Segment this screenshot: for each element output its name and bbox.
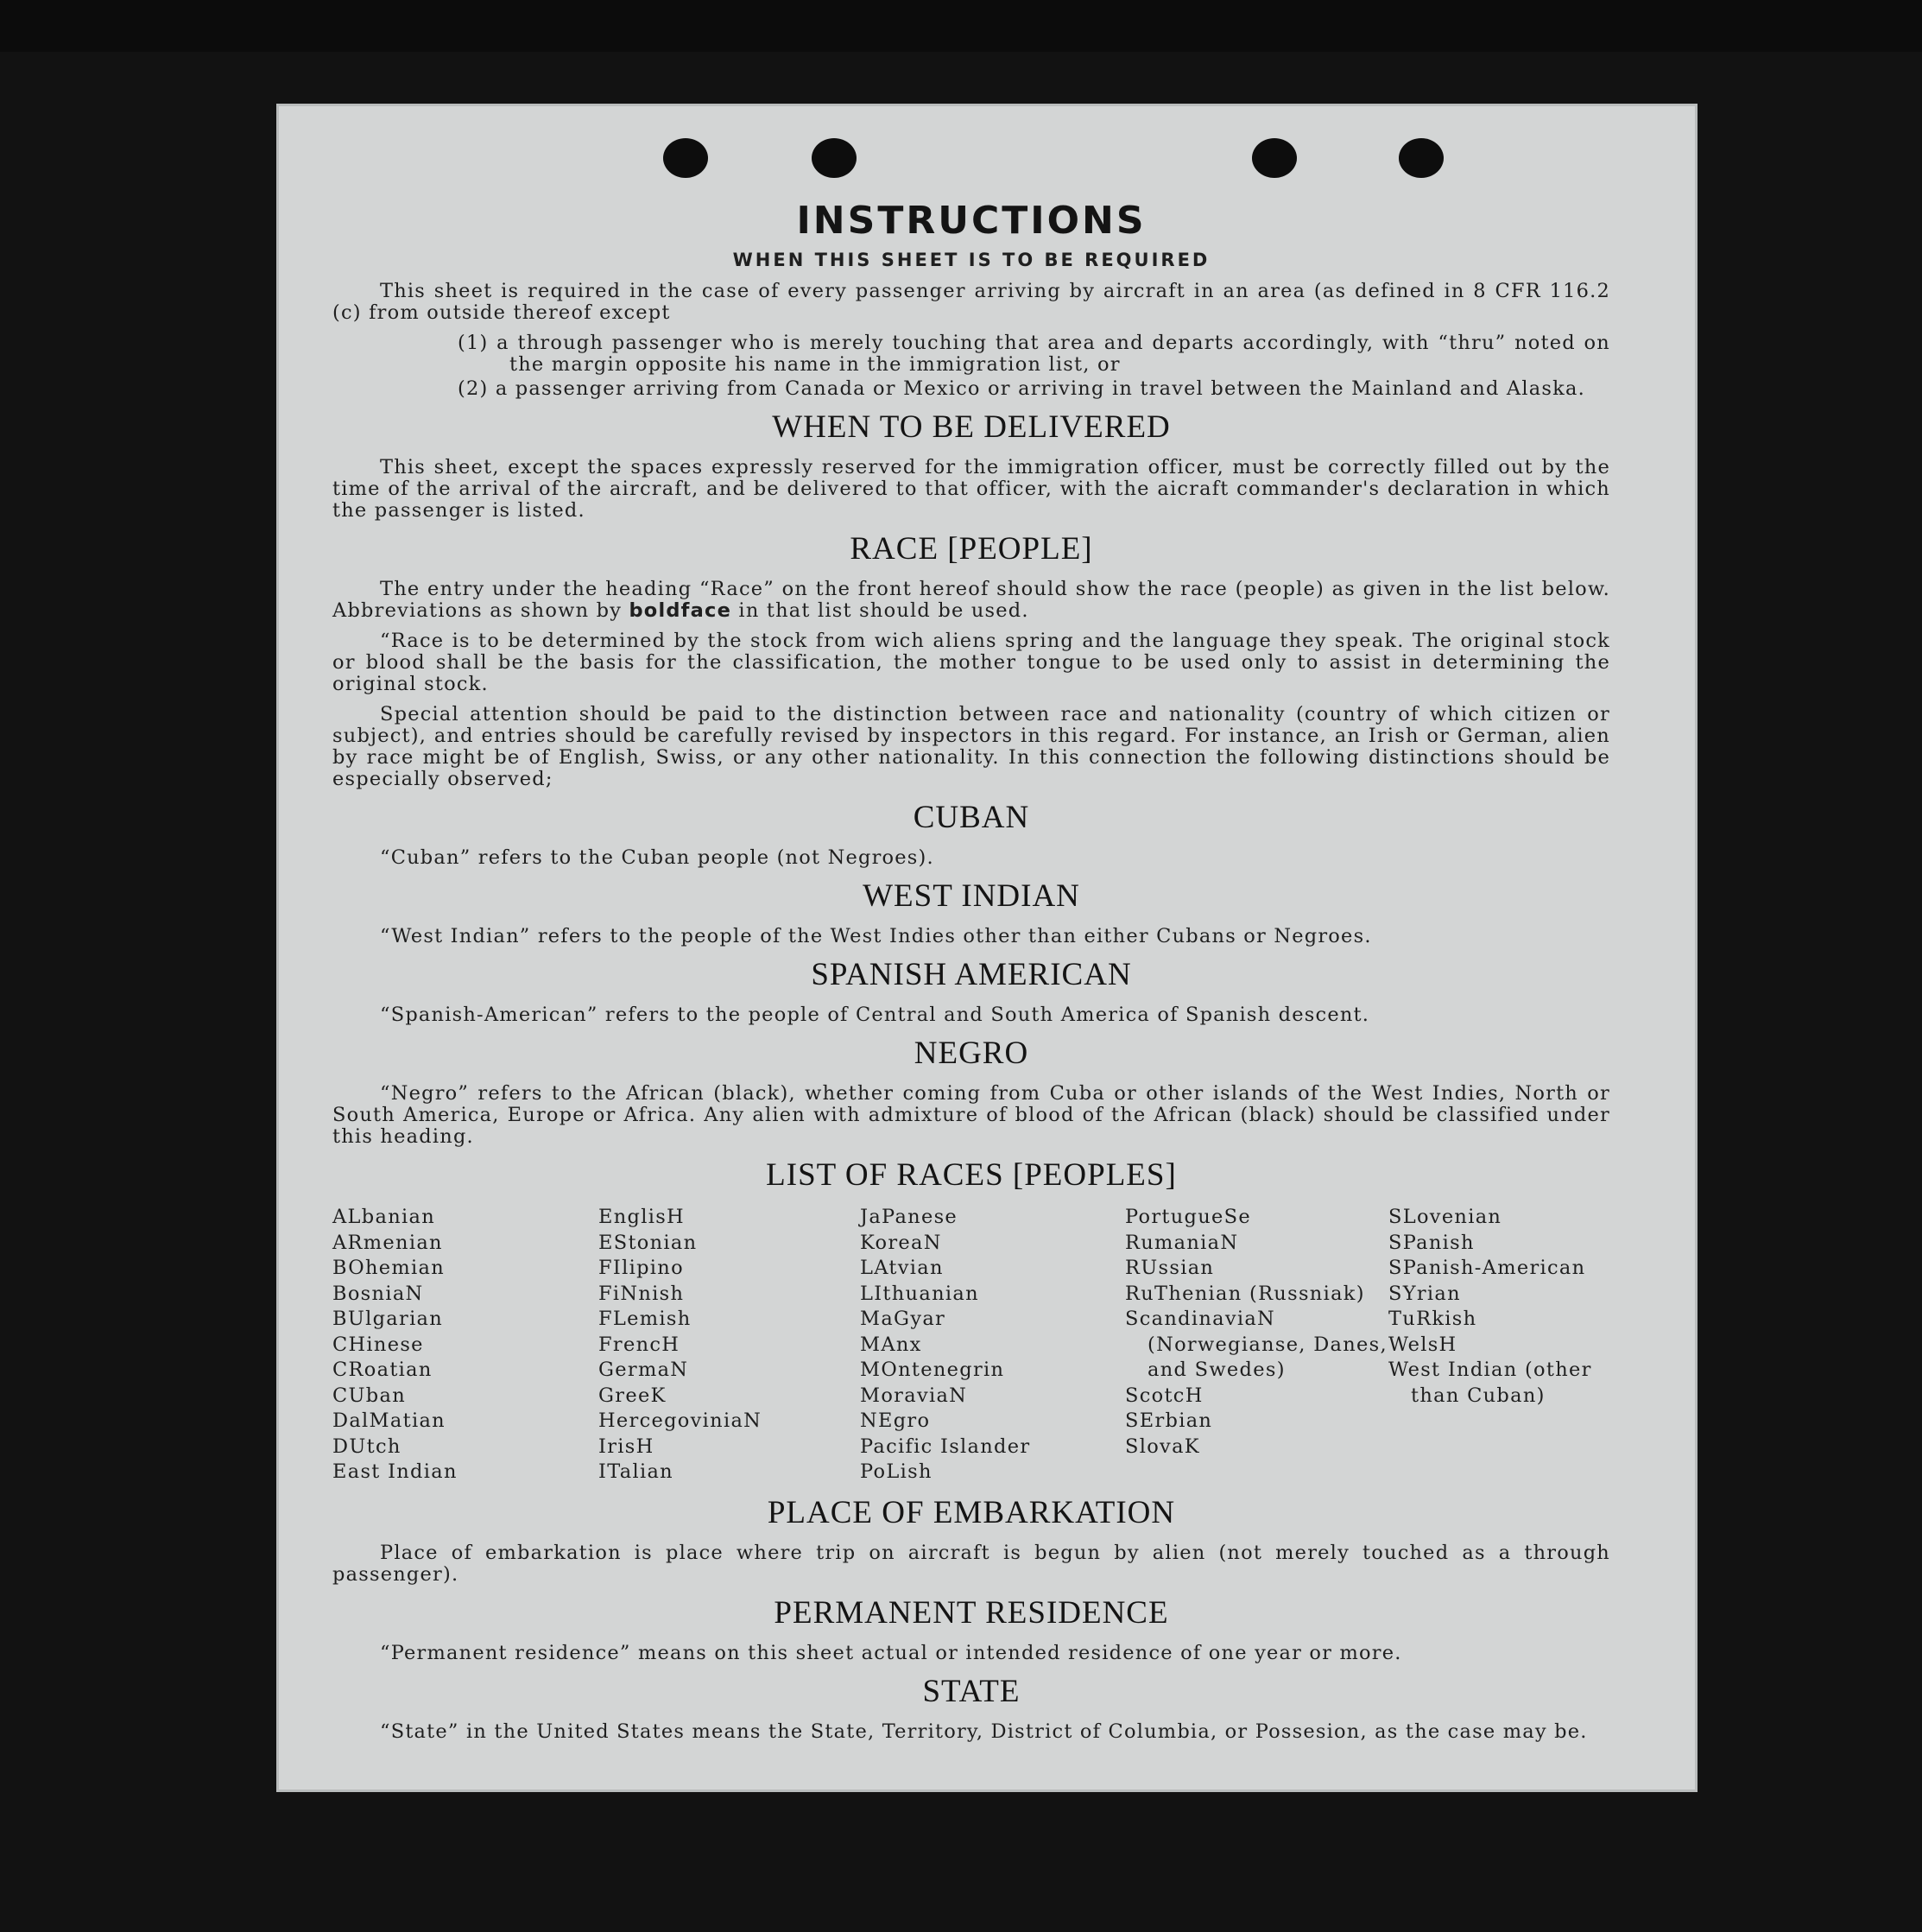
race-item: SYrian — [1388, 1282, 1461, 1305]
race-item: RUssian — [1125, 1257, 1215, 1279]
race-item: ScotcH — [1125, 1384, 1204, 1407]
section-heading-races-list: LIST OF RACES [PEOPLES] — [766, 1157, 1177, 1193]
race-item: PortugueSe — [1125, 1206, 1252, 1228]
race-item: West Indian (other than Cuban) — [1388, 1359, 1592, 1407]
section-heading-race: RACE [PEOPLE] — [850, 531, 1093, 567]
race-column — [1125, 1205, 1388, 1485]
exception-item: (1) a through passenger who is merely touching that area and departs accordingly, with “thru” noted on the margin opposite his name in the immigration list, or — [458, 332, 1610, 376]
race-item: GreeK — [598, 1384, 667, 1407]
cuban-paragraph: “Cuban” refers to the Cuban people (not Negroes). — [380, 846, 934, 869]
scan-background — [0, 0, 1922, 52]
race-item: SPanish-American — [1388, 1257, 1586, 1279]
race-item: RuThenian (Russniak) — [1125, 1282, 1365, 1305]
race-item: CUban — [332, 1384, 406, 1407]
page-subtitle: WHEN THIS SHEET IS TO BE REQUIRED — [732, 250, 1211, 270]
race-item: PoLish — [860, 1460, 933, 1483]
race-paragraph: Special attention should be paid to the distinction between race and nationality (country of which citizen or subject), and entries should be carefully revised by inspectors in this regard. For instance, an Irish or German, alien by race might be of English, Swiss, or any other nationality. In this connection the following distinctions should be especially observed; — [332, 703, 1610, 790]
embarkation-paragraph: Place of embarkation is place where trip on aircraft is begun by alien (not merely touched as a through passenger). — [332, 1541, 1610, 1586]
negro-paragraph: “Negro” refers to the African (black), whether coming from Cuba or other islands of the West Indies, North or South America, Europe or Africa. Any alien with admixture of blood of the African (black) should be classified under this heading. — [332, 1082, 1610, 1148]
race-item: BOhemian — [332, 1257, 446, 1279]
race-item: IrisH — [598, 1435, 654, 1458]
race-item: FiNnish — [598, 1282, 685, 1305]
boldface-word: boldface — [629, 599, 732, 622]
race-item: JaPanese — [860, 1206, 958, 1228]
race-item: FrencH — [598, 1333, 680, 1356]
race-column — [1388, 1205, 1613, 1485]
residence-paragraph: “Permanent residence” means on this sheet actual or intended residence of one year or more. — [380, 1641, 1402, 1664]
race-column — [598, 1205, 860, 1485]
delivered-paragraph: This sheet, except the spaces expressly reserved for the immigration officer, must be correctly filled out by the time of the arrival of the aircraft, and be delivered to that officer, with the aicraft commander's declaration in which the passenger is listed. — [332, 456, 1610, 522]
section-heading-spanish-american: SPANISH AMERICAN — [811, 957, 1132, 992]
race-item: KoreaN — [860, 1231, 942, 1254]
page-title: INSTRUCTIONS — [796, 199, 1147, 243]
state-paragraph: “State” in the United States means the State, Territory, District of Columbia, or Possesion, as the case may be. — [380, 1720, 1588, 1743]
race-item: DalMatian — [332, 1409, 446, 1432]
race-item: FLemish — [598, 1308, 692, 1330]
race-item: CHinese — [332, 1333, 424, 1356]
punch-hole — [663, 138, 708, 178]
race-item: BosniaN — [332, 1282, 424, 1305]
races-list — [332, 1205, 1610, 1485]
race-item: SPanish — [1388, 1231, 1475, 1254]
race-column — [332, 1205, 598, 1485]
intro-paragraph: This sheet is required in the case of every passenger arriving by aircraft in an area (as defined in 8 CFR 116.2 (c) from outside thereof except — [332, 280, 1610, 324]
section-heading-delivered: WHEN TO BE DELIVERED — [772, 409, 1171, 445]
race-item: ITalian — [598, 1460, 673, 1483]
section-heading-residence: PERMANENT RESIDENCE — [774, 1594, 1169, 1631]
section-heading-negro: NEGRO — [914, 1036, 1029, 1071]
west-indian-paragraph: “West Indian” refers to the people of the West Indies other than either Cubans or Negroes. — [380, 925, 1372, 947]
race-item: BUlgarian — [332, 1308, 444, 1330]
race-item: FIlipino — [598, 1257, 684, 1279]
race-item: MoraviaN — [860, 1384, 968, 1407]
punch-hole — [1252, 138, 1297, 178]
race-item: ScandinaviaN (Norwegianse, Danes, and Swedes) — [1125, 1308, 1388, 1381]
race-item: EStonian — [598, 1231, 698, 1254]
race-paragraph: The entry under the heading “Race” on the front hereof should show the race (people) as given in the list below. Abbreviations as shown by boldface in that list should be used. — [332, 578, 1610, 622]
instruction-sheet — [276, 104, 1698, 1792]
race-paragraph: “Race is to be determined by the stock from wich aliens spring and the language they speak. The original stock or blood shall be the basis for the classification, the mother tongue to be used only to assist in determining the original stock. — [332, 630, 1610, 695]
section-heading-state: STATE — [922, 1673, 1021, 1709]
race-column — [860, 1205, 1125, 1485]
race-item: WelsH — [1388, 1333, 1457, 1356]
race-item: TuRkish — [1388, 1308, 1477, 1330]
race-item: CRoatian — [332, 1359, 433, 1381]
race-item: MAnx — [860, 1333, 922, 1356]
sheet-content — [332, 199, 1610, 1751]
race-item: HercegoviniaN — [598, 1409, 762, 1432]
race-item: ALbanian — [332, 1206, 435, 1228]
exception-item: (2) a passenger arriving from Canada or Mexico or arriving in travel between the Mainland and Alaska. — [458, 377, 1585, 400]
race-item: SlovaK — [1125, 1435, 1200, 1458]
race-item: LAtvian — [860, 1257, 944, 1279]
section-heading-cuban: CUBAN — [913, 800, 1030, 835]
race-item: GermaN — [598, 1359, 689, 1381]
punch-hole — [1399, 138, 1444, 178]
race-item: EnglisH — [598, 1206, 685, 1228]
race-item: Pacific Islander — [860, 1435, 1031, 1458]
race-item: ARmenian — [332, 1231, 443, 1254]
race-item: MOntenegrin — [860, 1359, 1005, 1381]
race-item: SLovenian — [1388, 1206, 1502, 1228]
section-heading-embarkation: PLACE OF EMBARKATION — [767, 1494, 1176, 1530]
race-item: NEgro — [860, 1409, 931, 1432]
race-item: DUtch — [332, 1435, 401, 1458]
race-item: MaGyar — [860, 1308, 946, 1330]
race-item: RumaniaN — [1125, 1231, 1239, 1254]
race-item: East Indian — [332, 1460, 458, 1483]
race-item: LIthuanian — [860, 1282, 979, 1305]
punch-hole — [812, 138, 857, 178]
race-item: SErbian — [1125, 1409, 1213, 1432]
spanish-american-paragraph: “Spanish-American” refers to the people of Central and South America of Spanish descent. — [380, 1004, 1370, 1026]
section-heading-west-indian: WEST INDIAN — [863, 878, 1080, 914]
